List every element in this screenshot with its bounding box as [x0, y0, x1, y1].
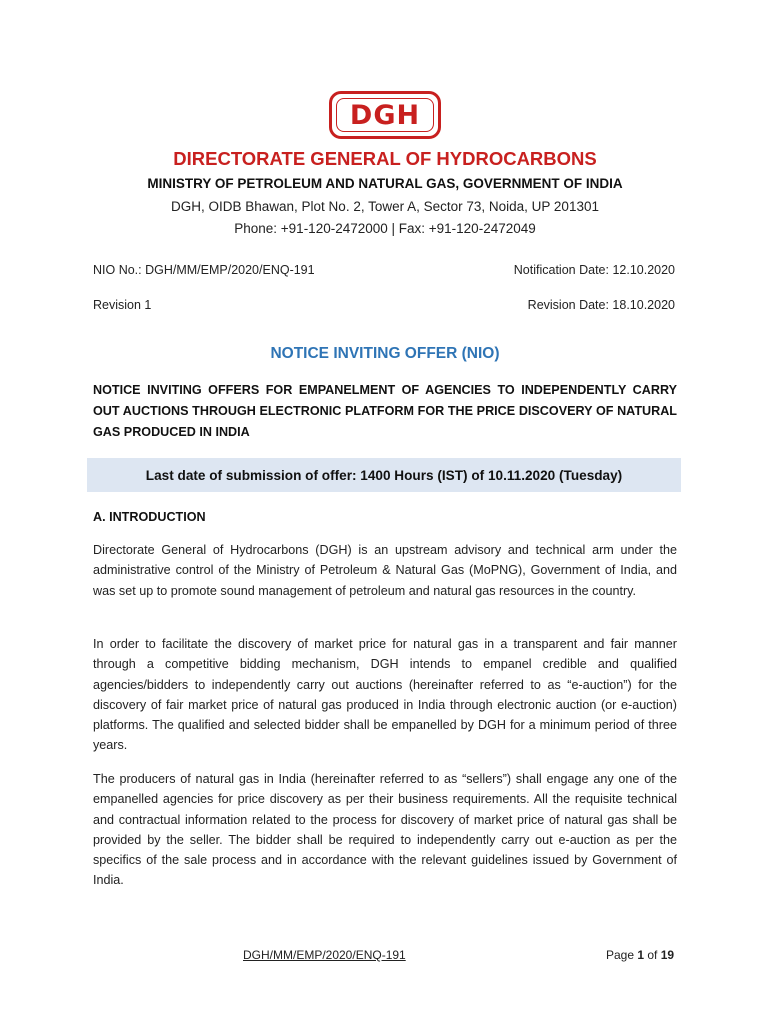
footer-reference: DGH/MM/EMP/2020/ENQ-191: [243, 948, 406, 962]
revision-date: Revision Date: 18.10.2020: [527, 298, 675, 312]
address-line: DGH, OIDB Bhawan, Plot No. 2, Tower A, Sector 73, Noida, UP 201301: [171, 199, 599, 214]
current-page: 1: [637, 948, 645, 962]
nio-number: NIO No.: DGH/MM/EMP/2020/ENQ-191: [93, 263, 315, 277]
total-pages: 19: [660, 948, 675, 962]
section-heading-introduction: A. INTRODUCTION: [93, 510, 206, 524]
intro-paragraph-2: In order to facilitate the discovery of market price for natural gas in a transparent and fair manner through a competitive bidding mechanism, DGH intends to empanel credible and qualified agencies/bidders to independently carry out auctions (hereinafter referred to as “e-auction”) for the discovery of fair market price of natural gas produced in India through electronic auction (or e-auction) platforms. The qualified and selected bidder shall be empanelled by DGH for a minimum period of three years.: [93, 637, 677, 753]
ministry-line: MINISTRY OF PETROLEUM AND NATURAL GAS, GOVERNMENT OF INDIA: [147, 176, 623, 191]
meta-row-1: [93, 263, 675, 277]
page-number: Page 1 of 19: [606, 948, 675, 962]
meta-row-2: [93, 298, 675, 312]
last-date-banner: [87, 458, 681, 492]
logo-text: DGH: [336, 98, 434, 132]
intro-paragraph-1: Directorate General of Hydrocarbons (DGH) is an upstream advisory and technical arm under the administrative control of the Ministry of Petroleum & Natural Gas (MoPNG), Government of India, and was set up to promote sound management of petroleum and natural gas resources in the country.: [93, 543, 677, 598]
phone-line: Phone: +91-120-2472000 | Fax: +91-120-2472049: [234, 221, 536, 236]
last-date-text: Last date of submission of offer: 1400 Hours (IST) of 10.11.2020 (Tuesday): [145, 467, 623, 483]
revision-label: Revision 1: [93, 298, 152, 312]
dgh-logo: [329, 91, 441, 139]
notice-title: NOTICE INVITING OFFER (NIO): [270, 345, 500, 362]
notification-date: Notification Date: 12.10.2020: [513, 263, 675, 277]
org-name: DIRECTORATE GENERAL OF HYDROCARBONS: [173, 148, 597, 169]
intro-paragraph-3: The producers of natural gas in India (hereinafter referred to as “sellers”) shall engage any one of the empanelled agencies for price discovery as per their business requirements. All the requisite technical and contractual information related to the process for discovery of market price of natural gas shall be provided by the seller. The bidder shall be required to independently carry out e-auction as per the specifics of the sale process and in accordance with the relevant guidelines issued by Government of India.: [93, 772, 677, 888]
notice-subtitle: NOTICE INVITING OFFERS FOR EMPANELMENT OF AGENCIES TO INDEPENDENTLY CARRY OUT AUCTIONS THROUGH ELECTRONIC PLATFORM FOR THE PRICE DISCOVERY OF NATURAL GAS PRODUCED IN INDIA: [93, 383, 677, 439]
